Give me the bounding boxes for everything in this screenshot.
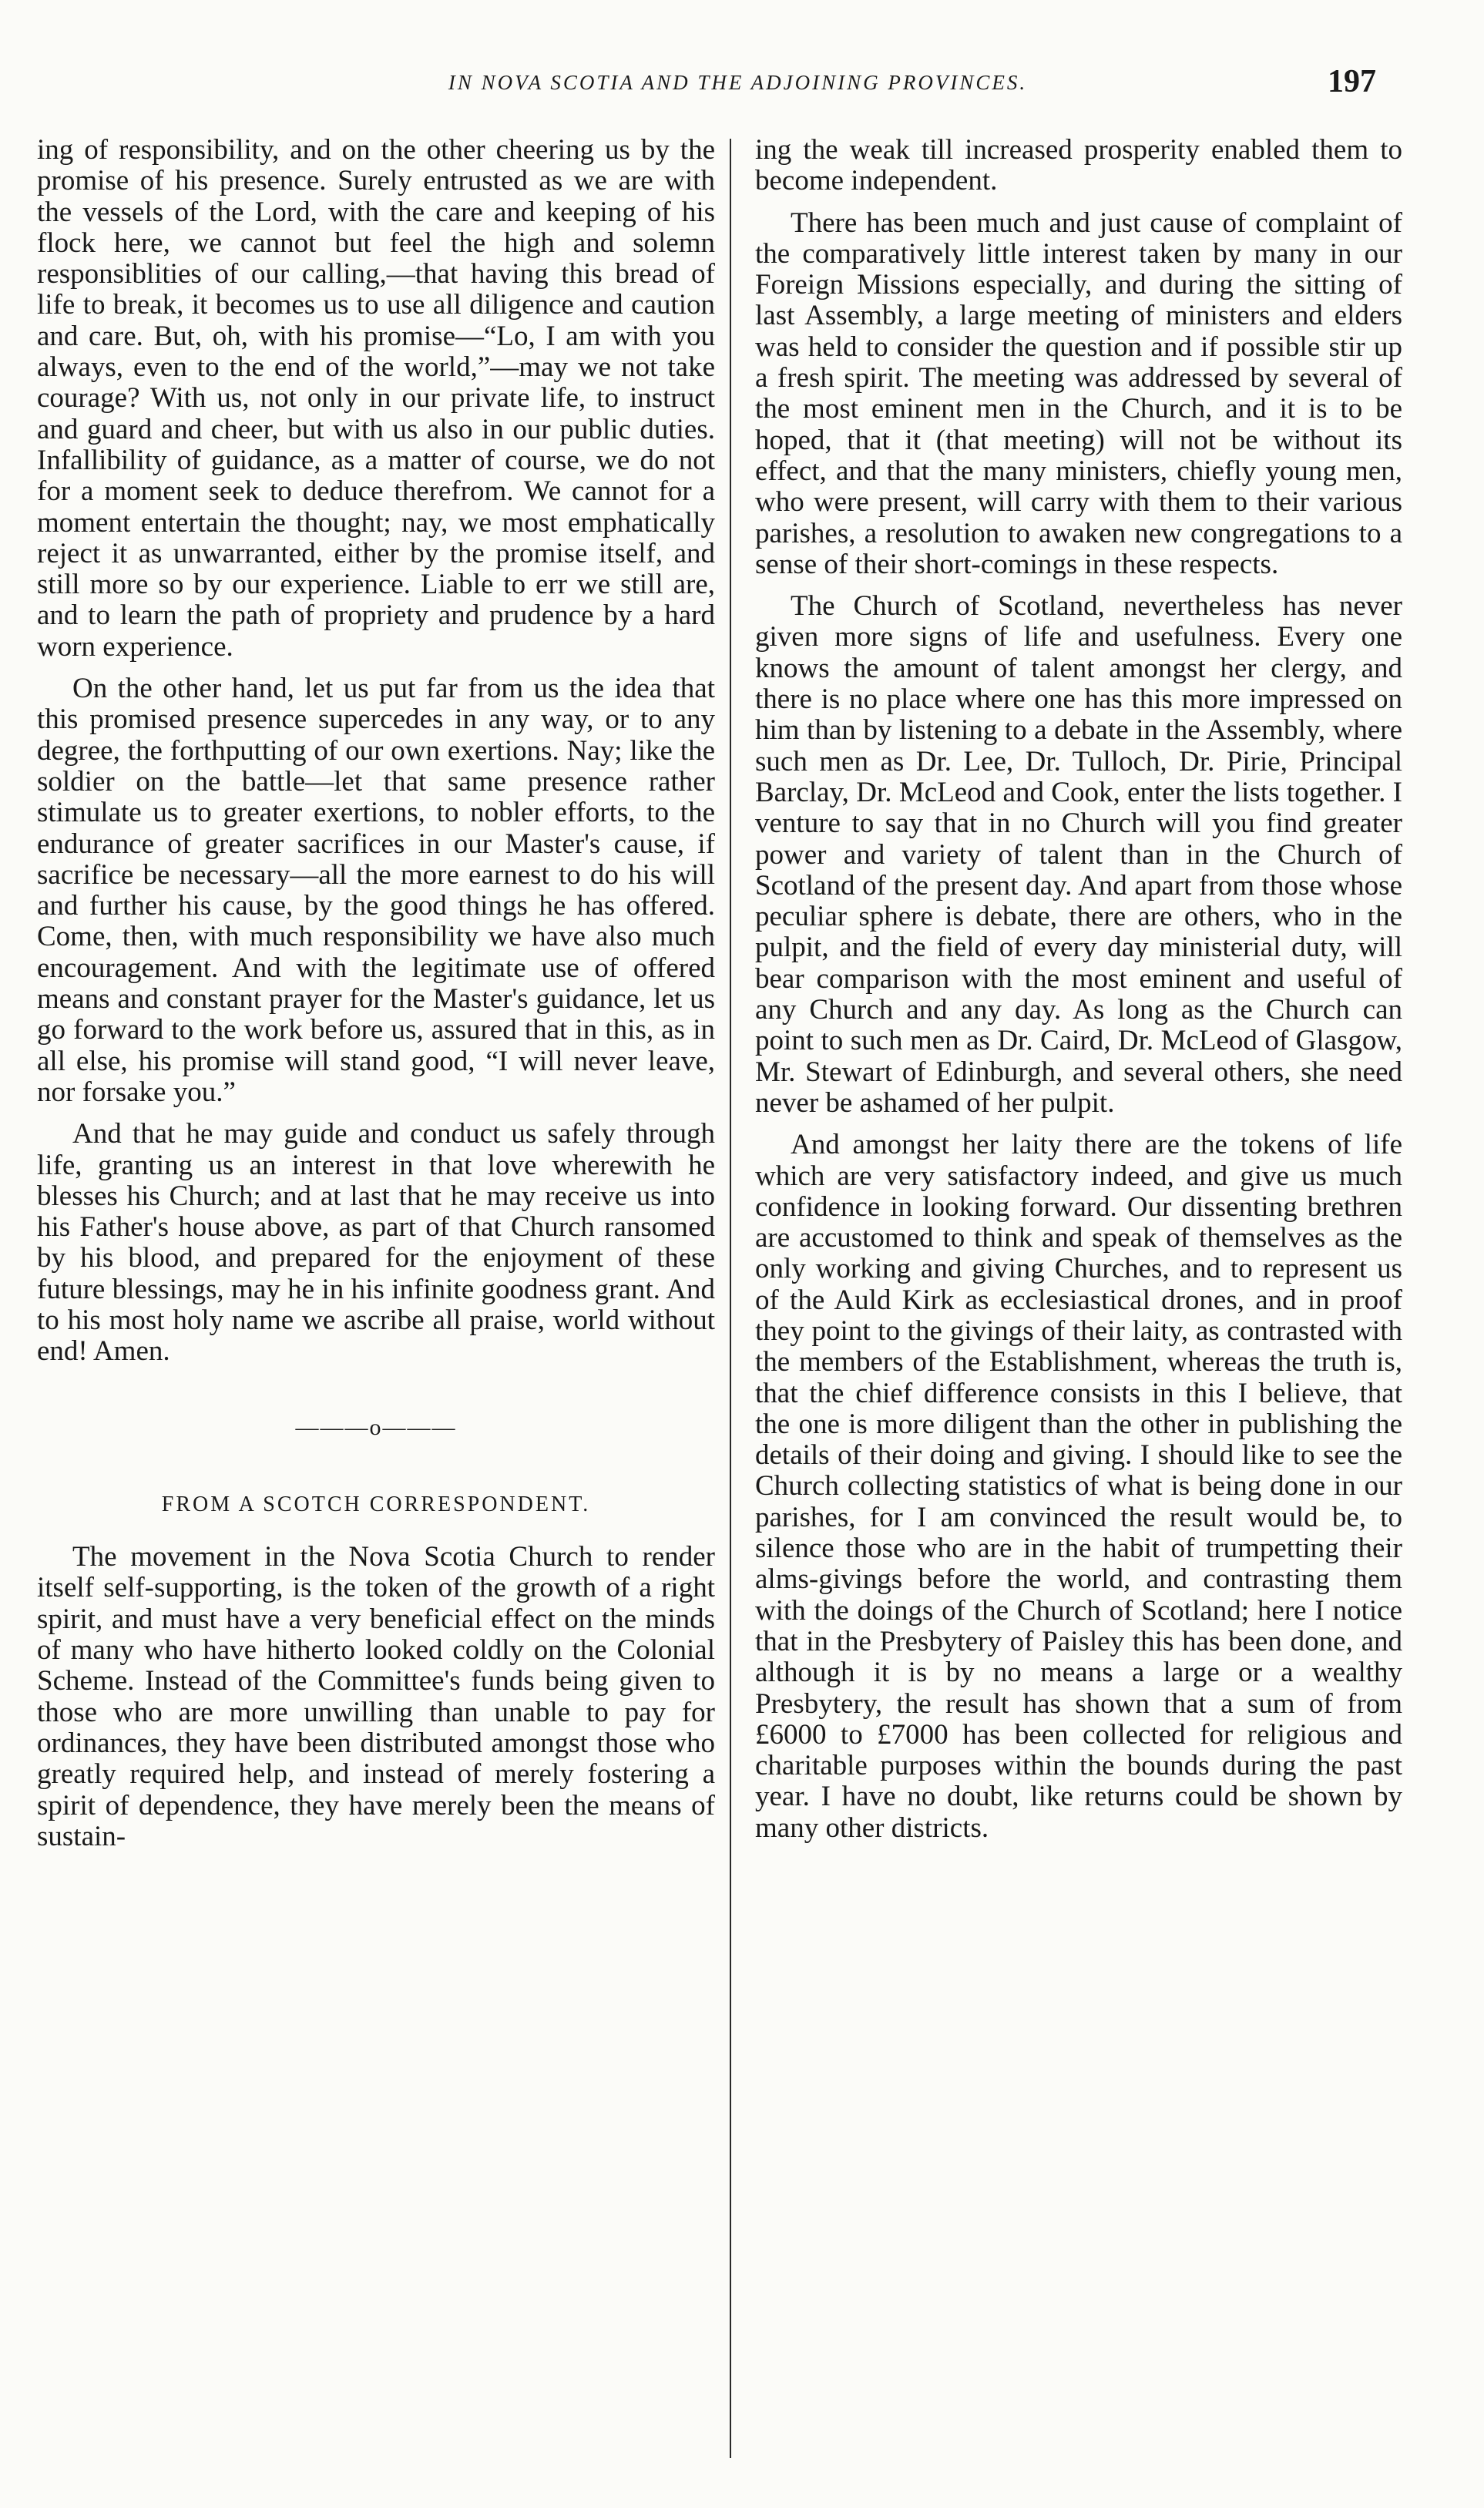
- right-column: [755, 135, 1402, 1844]
- paragraph: The Church of Scotland, nevertheless has never given more signs of life and usefulness. Every one knows the amount of talent amongst her clergy, and there is no place where one has this more impressed on him than by listening to a debate in the Assembly, where such men as Dr. Lee, Dr. Tulloch, Dr. Pirie, Principal Barclay, Dr. McLeod and Cook, enter the lists together. I venture to say that in no Church will you find greater power and variety of talent than in the Church of Scotland of the present day. And apart from those whose peculiar sphere is debate, there are others, who in the pulpit, and the field of every day ministerial duty, will bear comparison with the most eminent and useful of any Church and any day. As long as the Church can point to such men as Dr. Caird, Dr. McLeod of Glasgow, Mr. Stewart of Edinburgh, and several others, she need never be ashamed of her pulpit.: [755, 590, 1402, 1119]
- section-heading: FROM A SCOTCH CORRESPONDENT.: [161, 1492, 591, 1516]
- running-head: IN NOVA SCOTIA AND THE ADJOINING PROVINCES.: [448, 71, 1028, 94]
- left-column: [37, 135, 715, 1852]
- paragraph: There has been much and just cause of complaint of the comparatively little interest taken by many in our Foreign Missions especially, and during the sitting of last Assembly, a large meeting of ministers and elders was held to consider the question and if possible stir up a fresh spirit. The meeting was addressed by several of the most eminent men in the Church, and it is to be hoped, that it (that meeting) will not be without its effect, and that the many ministers, chiefly young men, who were present, will carry with them to their various parishes, a resolution to awaken new congregations to a sense of their short-comings in these respects.: [755, 206, 1402, 580]
- paragraph: The movement in the Nova Scotia Church to render itself self-supporting, is the token of the growth of a right spirit, and must have a very beneficial effect on the minds of many who have hitherto looked coldly on the Colonial Scheme. Instead of the Committee's funds being given to those who are more unwilling than unable to pay for ordinances, they have been distributed amongst those who greatly required help, and instead of merely fostering a spirit of dependence, they have merely been the means of sustain-: [37, 1541, 715, 1852]
- column-rule: [730, 139, 731, 2458]
- section-divider: ———o———: [295, 1414, 457, 1440]
- paragraph: ing of responsibility, and on the other cheering us by the promise of his presence. Surely entrusted as we are with the vessels of the Lord, with the care and keeping of his flock here, we cannot but feel the high and solemn responsiblities of our calling,—that having this bread of life to break, it becomes us to use all diligence and caution and care. But, oh, with his promise—“Lo, I am with you always, even to the end of the world,”—may we not take courage? With us, not only in our private life, to instruct and guard and cheer, but with us also in our public duties. Infallibility of guidance, as a matter of course, we do not for a moment seek to deduce therefrom. We cannot for a moment entertain the thought; nay, we most emphatically reject it as unwarranted, either by the promise itself, and still more so by our experience. Liable to err we still are, and to learn the path of propriety and prudence by a hard worn experience.: [37, 134, 715, 663]
- paragraph: And that he may guide and conduct us safely through life, granting us an interest in that love wherewith he blesses his Church; and at last that he may receive us into his Father's house above, as part of that Church ransomed by his blood, and prepared for the enjoyment of these future blessings, may he in his infinite goodness grant. And to his most holy name we ascribe all praise, world without end! Amen.: [37, 1118, 715, 1368]
- page-number: 197: [1328, 64, 1376, 99]
- paragraph: ing the weak till increased prosperity enabled them to become independent.: [755, 134, 1402, 197]
- paragraph: On the other hand, let us put far from us the idea that this promised presence supercedes in any way, or to any degree, the forthputting of our own exertions. Nay; like the soldier on the battle—let that same presence rather stimulate us to greater exertions, to nobler efforts, to the endurance of greater sacrifices in our Master's cause, if sacrifice be necessary—all the more earnest to do his will and further his cause, by the good things he has offered. Come, then, with much responsibility we have also much encouragement. And with the legitimate use of offered means and constant prayer for the Master's guidance, let us go forward to the work before us, assured that in this, as in all else, his promise will stand good, “I will never leave, nor forsake you.”: [37, 673, 715, 1108]
- paragraph: And amongst her laity there are the tokens of life which are very satisfactory indeed, and give us much confidence in looking forward. Our dissenting brethren are accustomed to think and speak of themselves as the only working and giving Churches, and to represent us of the Auld Kirk as ecclesiastical drones, and in proof they point to the givings of their laity, as contrasted with the members of the Establishment, whereas the truth is, that the chief difference consists in this I believe, that the one is more diligent than the other in publishing the details of their doing and giving. I should like to see the Church collecting statistics of what is being done in our parishes, for I am convinced the result would be, to silence those who are in the habit of trumpetting their alms-givings before the world, and contrasting them with the doings of the Church of Scotland; here I notice that in the Presbytery of Paisley this has been done, and although it is by no means a large or a wealthy Presbytery, the result has shown that a sum of from £6000 to £7000 has been collected for religious and charitable purposes within the bounds during the past year. I have no doubt, like returns could be shown by many other districts.: [755, 1129, 1402, 1844]
